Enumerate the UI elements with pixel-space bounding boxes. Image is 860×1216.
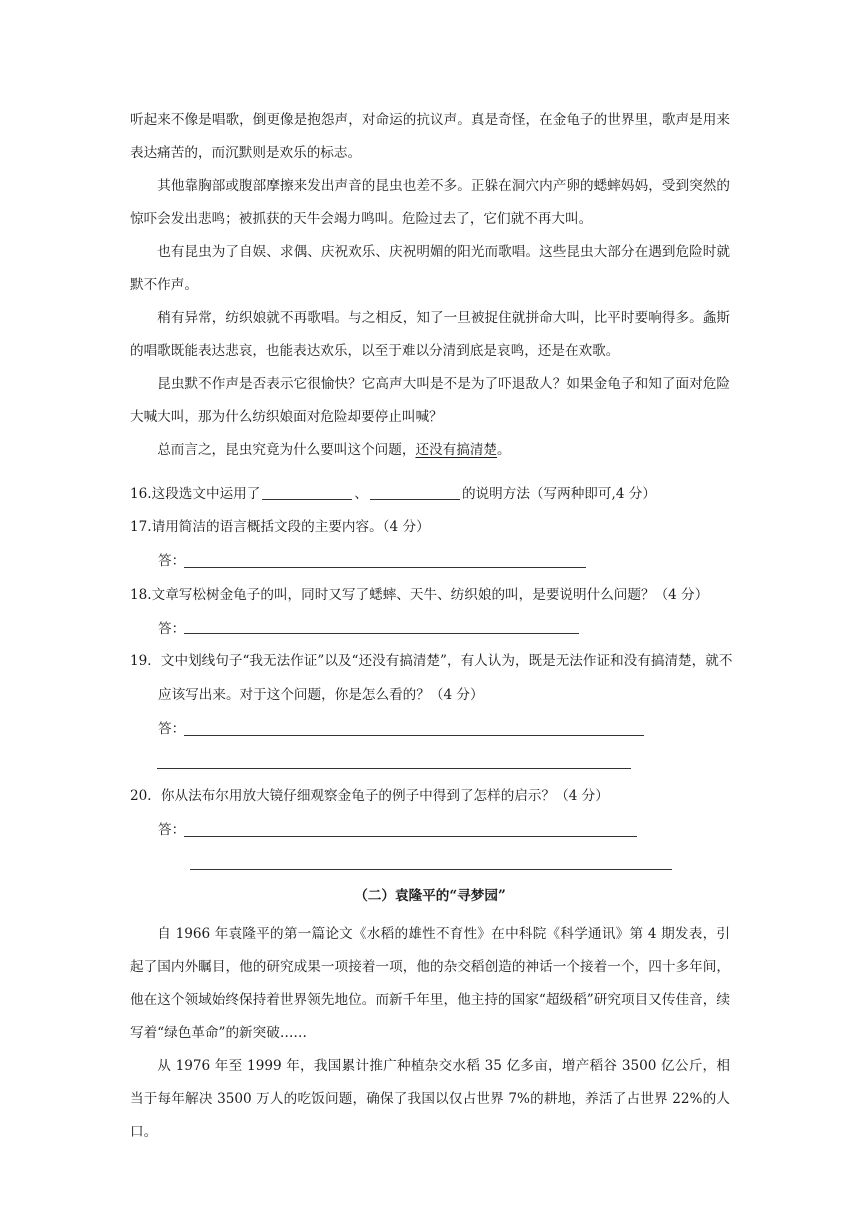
- passage1-paragraph-5: 昆虫默不作声是否表示它很愉快？它高声大叫是不是为了吓退敌人？如果金龟子和知了面对危险大喊大叫，那为什么纺织娘面对危险却要停止叫喊？: [130, 376, 730, 425]
- q17-answer-label: 答：: [158, 553, 186, 569]
- q16-blank-1[interactable]: [262, 485, 352, 500]
- q18-answer-line[interactable]: [184, 633, 579, 634]
- passage2-paragraph-2: 从 1976 年至 1999 年，我国累计推广种植杂交水稻 35 亿多亩，增产稻谷 3500 亿公斤，相当于每年解决 3500 万人的吃饭问题，确保了我国以仅占世界 7%的耕地，养活了占世界 22%的人口。: [130, 1058, 730, 1140]
- underlined-sentence: 还没有搞清楚: [415, 442, 498, 458]
- q16-blank-2[interactable]: [370, 485, 460, 500]
- q19-answer-line-1[interactable]: [184, 735, 644, 736]
- q16-suffix: 的说明方法（写两种即可,4 分）: [461, 486, 656, 502]
- question-18: 18.文章写松树金龟子的叫，同时又写了蟋蟀、天牛、纺织娘的叫，是要说明什么问题？（4 分）: [130, 587, 709, 603]
- passage1-paragraph-6: [130, 434, 730, 467]
- passage2-paragraph-1: 自 1966 年袁隆平的第一篇论文《水稻的雄性不育性》在中科院《科学通讯》第 4 期发表，引起了国内外瞩目，他的研究成果一项接着一项，他的杂交稻创造的神话一个接着一个，四十多年间，他在这个领域始终保持着世界领先地位。而新千年里，他主持的国家“超级稻”研究项目又传佳音，续写着“绿色革命”的新突破……: [130, 926, 730, 1041]
- q16-sep: 、: [354, 486, 368, 502]
- q20-answer-line-1[interactable]: [184, 836, 637, 837]
- question-16: [130, 484, 750, 504]
- p6-suffix: 。: [497, 442, 511, 458]
- question-17: 17.请用简洁的语言概括文段的主要内容。（4 分）: [130, 519, 430, 535]
- q19-answer-line-2[interactable]: [157, 768, 631, 769]
- q16-prefix: 16.这段选文中运用了: [130, 486, 261, 502]
- q19-answer-label: 答：: [158, 721, 186, 737]
- q18-answer-label: 答：: [158, 621, 186, 637]
- question-19-line-1: 19．文中划线句子“我无法作证”以及“还没有搞清楚”，有人认为，既是无法作证和没有搞清楚，就不: [130, 653, 733, 669]
- passage1-paragraph-4: 稍有异常，纺织娘就不再歌唱。与之相反，知了一旦被捉住就拼命大叫，比平时要响得多。螽斯的唱歌既能表达悲哀，也能表达欢乐，以至于难以分清到底是哀鸣，还是在欢歌。: [130, 310, 730, 359]
- question-19-line-2: 应该写出来。对于这个问题，你是怎么看的？（4 分）: [158, 687, 484, 703]
- q20-answer-line-2[interactable]: [190, 869, 672, 870]
- section-title: （二）袁隆平的“寻梦园”: [354, 888, 506, 904]
- passage1-paragraph-1: 听起来不像是唱歌，倒更像是抱怨声，对命运的抗议声。真是奇怪，在金龟子的世界里，歌声是用来表达痛苦的，而沉默则是欢乐的标志。: [130, 112, 730, 161]
- question-20: 20．你从法布尔用放大镜仔细观察金龟子的例子中得到了怎样的启示？（4 分）: [130, 788, 609, 804]
- p6-prefix: 总而言之，昆虫究竟为什么要叫这个问题，: [157, 442, 416, 458]
- passage1-paragraph-3: 也有昆虫为了自娱、求偶、庆祝欢乐、庆祝明媚的阳光而歌唱。这些昆虫大部分在遇到危险时就默不作声。: [130, 244, 730, 293]
- q20-answer-label: 答：: [158, 822, 186, 838]
- passage1-paragraph-2: 其他靠胸部或腹部摩擦来发出声音的昆虫也差不多。正躲在洞穴内产卵的蟋蟀妈妈，受到突然的惊吓会发出悲鸣；被抓获的天牛会竭力鸣叫。危险过去了，它们就不再大叫。: [130, 178, 730, 227]
- q17-answer-line[interactable]: [184, 567, 586, 568]
